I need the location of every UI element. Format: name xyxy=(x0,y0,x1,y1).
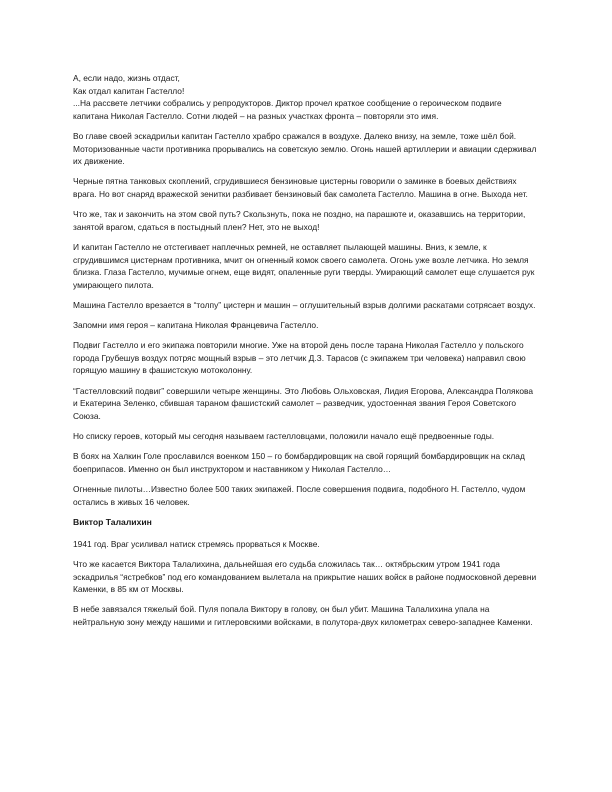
paragraph: В боях на Халкин Голе прославился военком 150 – го бомбардировщик на свой горящий бомбардировщик на склад боеприпасов. Именно он был инструктором и наставником у Николая Гастелло… xyxy=(73,451,525,474)
paragraph: В небе завязался тяжелый бой. Пуля попала Виктору в голову, он был убит. Машина Талалихина упала на нейтральную зону между нашими и гитлеровскими войсками, в полутора-двух километрах северо-западнее Каменки. xyxy=(73,604,533,627)
verse-block xyxy=(73,72,539,122)
document-page xyxy=(73,72,539,636)
paragraph: Огненные пилоты…Известно более 500 таких экипажей. После совершения подвига, подобного Н. Гастелло, чудом остались в живых 16 человек. xyxy=(73,483,526,507)
paragraph: Запомни имя героя – капитана Николая Францевича Гастелло. xyxy=(73,320,319,331)
paragraph: Машина Гастелло врезается в “толпу” цистерн и машин – оглушительный взрыв долгими раскатами сотрясает воздух. xyxy=(73,299,536,310)
paragraph: Во главе своей эскадрильи капитан Гастелло храбро сражался в воздухе. Далеко внизу, на земле, тоже шёл бой. Моторизованные части противника прорывались на советскую землю. Огонь нашей артиллерии и авиации сдерживал их движение. xyxy=(73,130,537,167)
paragraph: Подвиг Гастелло и его экипажа повторили многие. Уже на второй день после тарана Николая Гастелло у польского города Грубешув воздух потряс мощный взрыв – это летчик Д.З. Тарасов (с экипажем три человека) направил свою горящую машину в фашистскую мотоколонну. xyxy=(73,340,526,376)
paragraph: Что же, так и закончить на этом свой путь? Скользнуть, пока не поздно, на парашюте и, оказавшись на территории, занятой врагом, сдаться в постыдный плен? Нет, это не выход! xyxy=(73,209,526,232)
paragraph: 1941 год. Враг усиливал натиск стремясь прорваться к Москве. xyxy=(73,538,320,549)
verse-line-1: А, если надо, жизнь отдаст, xyxy=(73,73,180,83)
paragraph: Черные пятна танковых скоплений, сгрудившиеся бензиновые цистерны говорили о заминке в боевых действиях врага. Но вот снаряд вражеской зенитки разбивает бензиновый бак самолета Гастелло. Машина в огне. Выхода нет. xyxy=(73,176,528,199)
paragraph: “Гастелловский подвиг” совершили четыре женщины. Это Любовь Ольховская, Лидия Егорова, Александра Полякова и Екатерина Зеленко, сбившая тараном фашистский самолет – разведчик, удостоенная звания Героя Советского Союза. xyxy=(73,385,534,421)
paragraph: Что же касается Виктора Талалихина, дальнейшая его судьба сложилась так… октябрьским утром 1941 года эскадрилья “ястребков” под его командованием вылетала на прикрытие наших войск в районе подмосковной деревни Каменки, в 85 км от Москвы. xyxy=(73,558,537,595)
section-heading: Виктор Талалихин xyxy=(73,517,152,528)
paragraph: Но списку героев, который мы сегодня называем гастелловцами, положили начало ещё предвоенные годы. xyxy=(73,431,495,441)
verse-line-2: Как отдал капитан Гастелло! xyxy=(73,85,185,96)
paragraph: И капитан Гастелло не отстегивает наплечных ремней, не оставляет пылающей машины. Вниз, к земле, к сгрудившимся цистернам противника, мчит он огненный комок своего самолета. Огонь уже возле летчика. Но земля близка. Глаза Гастелло, мучимые огнем, еще видят, опаленные руги тверды. Умирающий самолет еще слушается рук умирающего пилота. xyxy=(73,241,535,290)
verse-line-3: ...На рассвете летчики собрались у репродукторов. Диктор прочел краткое сообщение о героическом подвиге капитана Николая Гастелло. Сотни людей – на разных участках фронта – повторяли это имя. xyxy=(73,98,502,121)
